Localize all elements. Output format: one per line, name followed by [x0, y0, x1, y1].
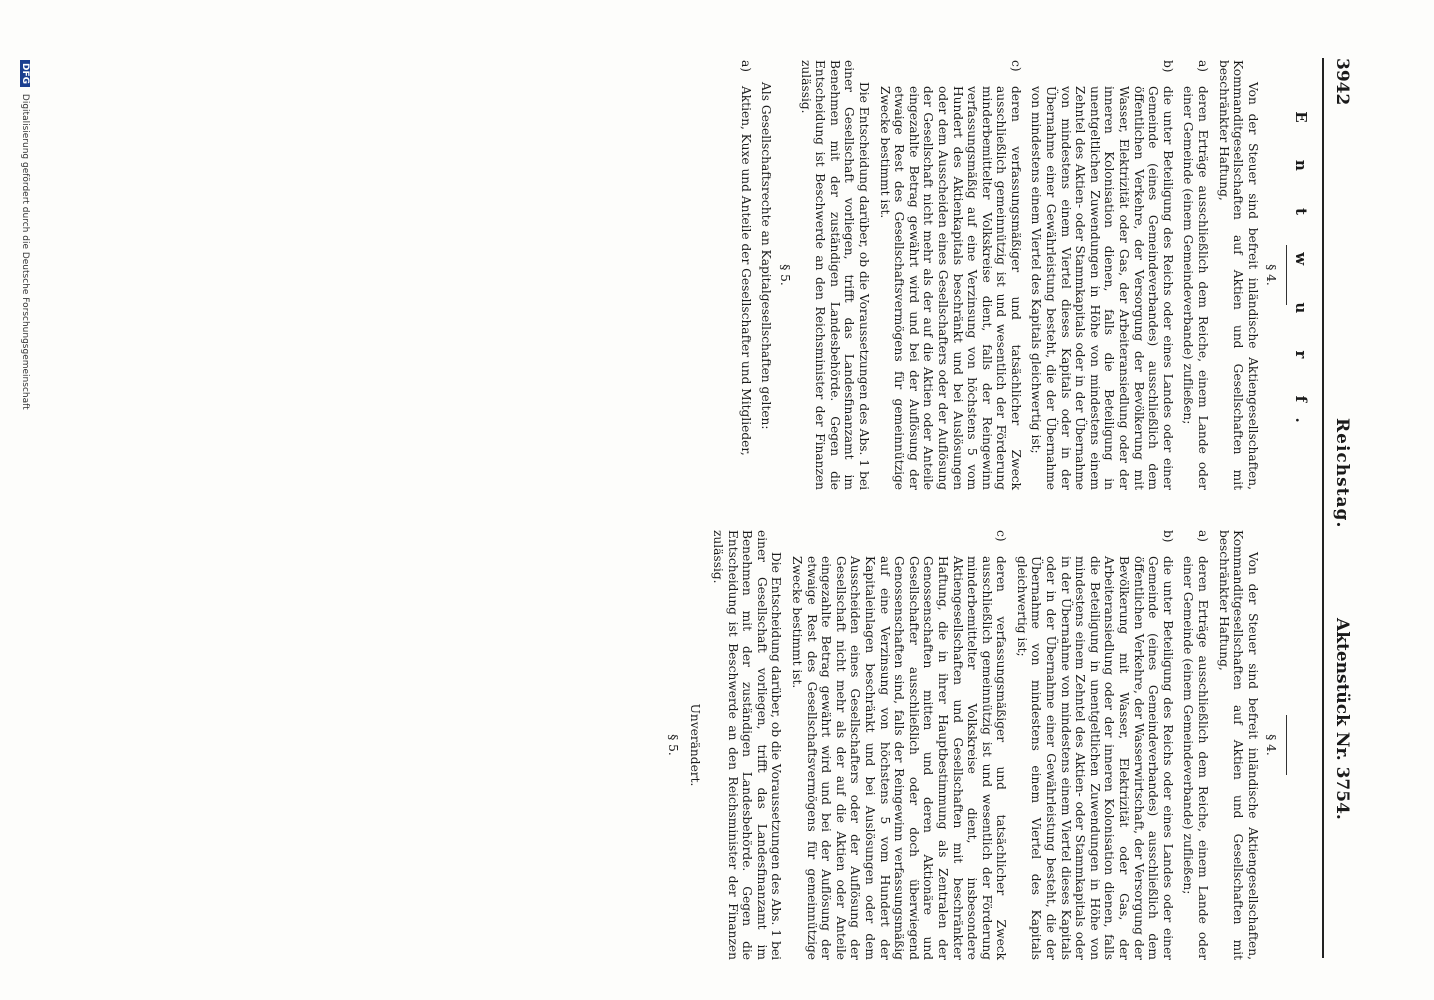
page-header: [1322, 58, 1354, 958]
item-marker: b): [1160, 60, 1175, 73]
right-unchanged-note: Unverändert.: [688, 703, 703, 787]
item-text: deren verfassungsmäßiger und tatsächlicher Zweck ausschließlich gemeinnützig ist und wesentlich der Förderung minderbemittelter Volkskreise dient, falls der Reingewinn verfassungsmäßig auf eine Verzinsung von höchstens 5 vom Hundert des Aktienkapitals beschränkt und bei Auslösungen oder dem Ausscheiden eines Gesellschafters oder der Auflösung der Gesellschaft nicht mehr als der auf die Aktien oder Anteile eingezahlte Betrag gewährt wird und bei der Auflösung der etwaige Rest des Gesellschaftsvermögens für gemeinnützige Zwecke bestimmt ist.: [877, 86, 1023, 490]
left-section-5-item-a: [738, 60, 753, 490]
item-text: die unter Beteiligung des Reichs oder eines Landes oder einer Gemeinde (eines Gemeindeverbandes) ausschließlich dem öffentlichen Verkehre, der Versorgung der Bevölkerung mit Wasser, Elektrizität oder Gas, der Arbeiteransiedlung oder der inneren Kolonisation dienen, falls die Beteiligung in unentgeltlichen Zuwendungen in Höhe von mindestens einem Zehntel des Aktien- oder Stammkapitals oder in der Übernahme von mindestens einem Viertel dieses Kapitals oder in der Übernahme einer Gewährleistung besteht, die der Übernahme von mindestens einem Viertel des Kapitals gleichwertig ist;: [1029, 86, 1175, 490]
right-section-4-heading: § 4.: [1264, 734, 1279, 756]
item-marker: a): [738, 60, 753, 73]
item-marker: c): [1008, 60, 1023, 72]
item-text: die unter Beteiligung des Reichs oder eines Landes oder einer Gemeinde (eines Gemeindeverbandes) ausschließlich dem öffentlichen Verkehre, der Wasserwirtschaft, der Versorgung der Bevölkerung mit Wasser, Elektrizität oder Gas, der Arbeiteransiedlung oder der inneren Kolonisation dienen, falls die Beteiligung in unentgeltlichen Zuwendungen in Höhe von mindestens einem Zehntel des Aktien- oder Stammkapitals oder in der Übernahme von mindestens einem Viertel dieses Kapitals oder in der Übernahme einer Gewährleistung besteht, die der Übernahme von mindestens einem Viertel des Kapitals gleichwertig ist;: [1014, 556, 1175, 960]
right-column-resolutions: [661, 530, 1314, 960]
item-marker: a): [1196, 60, 1211, 73]
left-column-title: E n t w u r f.: [1292, 111, 1310, 439]
item-text: Aktien, Kuxe und Anteile der Gesellschafter und Mitglieder,: [738, 86, 753, 456]
right-section-4-intro: Von der Steuer sind befreit inländische Aktiengesellschaften, Kommanditgesellschaften auf Aktien und Gesellschaften mit beschränkter Haftung,: [1216, 530, 1260, 960]
left-section-4-heading: § 4.: [1264, 264, 1279, 286]
item-text: deren Erträge ausschließlich dem Reiche, einem Lande oder einer Gemeinde (einem Gemeindeverbande) zufließen;: [1181, 556, 1211, 960]
left-decision-paragraph: Die Entscheidung darüber, ob die Voraussetzungen des Abs. 1 bei einer Gesellschaft vorliegen, trifft das Landesfinanzamt im Benehmen mit der zuständigen Landesbehörde. Gegen die Entscheidung ist Beschwerde an den Reichsminister der Finanzen zulässig.: [798, 60, 871, 490]
left-section-4-intro: Von der Steuer sind befreit inländische Aktiengesellschaften, Kommanditgesellschaften auf Aktien und Gesellschaften mit beschränkter Haftung,: [1216, 60, 1260, 490]
left-section-5-heading: § 5.: [778, 264, 792, 286]
item-marker: a): [1196, 530, 1211, 543]
item-marker: c): [994, 530, 1009, 542]
right-item-c: [789, 530, 1008, 960]
item-text: deren verfassungsmäßiger und tatsächlicher Zweck ausschließlich gemeinnützig ist und wesentlich der Förderung minderbemittelter Volkskreise dient, insbesondere Aktiengesellschaften und Gesellschaften mit beschränkter Haftung, die in ihrer Hauptbestimmung als Zentralen der Genossenschaften mitten und deren Aktionäre und Gesellschafter ausschließlich oder doch überwiegend Genossenschaften sind, falls der Reingewinn verfassungsmäßig auf eine Verzinsung von höchstens 5 vom Hundert der Kapitaleinlagen beschränkt und bei Auslösungen oder dem Ausscheiden eines Gesellschafters oder der Auflösung der Gesellschaft nicht mehr als der auf die Aktien oder Anteile eingezahlte Betrag gewährt wird und bei der Auflösung der etwaige Rest des Gesellschaftsvermögens für gemeinnützige Zwecke bestimmt ist.: [790, 556, 1009, 960]
page-number: 3942: [1332, 58, 1352, 106]
right-item-b: [1014, 530, 1175, 960]
item-text: deren Erträge ausschließlich dem Reiche, einem Lande oder einer Gemeinde (einem Gemeindeverbande) zufließen;: [1181, 86, 1211, 490]
left-column-draft: [732, 60, 1314, 490]
right-item-a: [1181, 530, 1210, 960]
title-rule: [1286, 715, 1287, 775]
left-section-5-intro: Als Gesellschaftsrechte an Kapitalgesellschaften gelten:: [759, 82, 774, 430]
left-item-a: [1181, 60, 1210, 490]
title-rule: [1286, 245, 1287, 305]
item-marker: b): [1160, 530, 1175, 543]
left-item-c: [877, 60, 1023, 490]
right-section-5-heading: § 5.: [665, 734, 680, 756]
left-item-b: [1029, 60, 1175, 490]
dfg-logo: DFG: [20, 60, 30, 87]
right-decision-paragraph: Die Entscheidung darüber, ob die Voraussetzungen des Abs. 1 bei einer Gesellschaft vorliegen, trifft das Landesfinanzamt im Benehmen mit der zuständigen Landesbehörde. Gegen die Entscheidung ist Beschwerde an den Reichsminister der Finanzen zulässig.: [711, 530, 784, 960]
header-center-title: Reichstag.: [1332, 418, 1352, 529]
digitization-credit: [20, 60, 30, 960]
header-right-title: Aktenstück Nr. 3754.: [1332, 618, 1352, 820]
digitization-credit-text: Digitalisierung gefördert durch die Deutsche Forschungsgemeinschaft: [20, 93, 30, 410]
